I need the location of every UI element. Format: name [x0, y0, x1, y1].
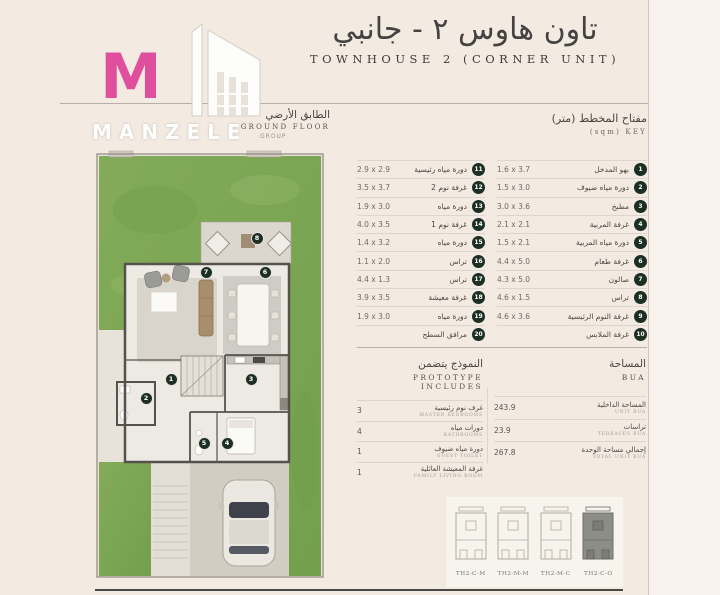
key-row-number: 2: [634, 181, 647, 194]
key-row: [497, 178, 647, 196]
plan-marker: 6: [259, 266, 272, 279]
floor-label-english: GROUND FLOOR: [240, 123, 330, 131]
plan-marker: 4: [221, 437, 234, 450]
key-row: [497, 233, 647, 251]
key-row: [357, 306, 485, 324]
key-row-dimension: 4.3 x 5.0: [497, 274, 531, 284]
key-row: [497, 160, 647, 178]
key-row-dimension: 1.9 x 3.0: [357, 201, 391, 211]
unit-label: TH2-C-O: [583, 571, 613, 577]
prototype-label: [434, 445, 483, 459]
key-row-label: بهو المدخل: [594, 165, 629, 175]
prototype-label-english: MASTER BEDROOMS: [419, 412, 483, 418]
unit-thumbnail-selected[interactable]: [581, 506, 617, 577]
page-title-block: [285, 12, 645, 66]
bua-title-english: BUA: [621, 373, 646, 382]
logo-subtext: GROUP: [260, 133, 287, 140]
key-row-label: دورة مياه ضيوف: [576, 183, 629, 193]
key-row-label: دورة مياه: [437, 311, 467, 321]
section-divider: [357, 347, 647, 348]
right-margin-strip: [648, 0, 720, 595]
car: [219, 480, 279, 566]
stairs: [181, 356, 223, 396]
building-icon: [154, 20, 274, 120]
key-row-label: مطبخ: [611, 201, 629, 211]
key-row-dimension: 3.9 x 3.5: [357, 293, 391, 303]
bua-value: 267.8: [494, 448, 516, 458]
key-row-label: مرافق السطح: [422, 329, 467, 339]
prototype-rows: [357, 400, 483, 482]
key-row-dimension: 1.4 x 3.2: [357, 238, 391, 248]
key-row-number: 6: [634, 255, 647, 268]
logo-letter-m: M: [100, 40, 160, 113]
plan-marker: 7: [200, 266, 213, 279]
prototype-label-arabic: دورات مياه: [450, 424, 483, 433]
dining-set: [228, 284, 279, 346]
plan-marker: 8: [251, 232, 264, 245]
key-row-label: غرفة طعام: [594, 256, 629, 266]
prototype-row: [357, 441, 483, 462]
plan-marker: 2: [140, 392, 153, 405]
prototype-label-arabic: دورة مياه ضيوف: [434, 444, 483, 453]
key-row-dimension: 4.4 x 1.3: [357, 274, 391, 284]
key-row-number: 7: [634, 273, 647, 286]
unit-thumbnail[interactable]: [538, 506, 574, 577]
key-row: [357, 233, 485, 251]
prototype-title-arabic: النموذج يتضمن: [418, 358, 483, 370]
key-row-dimension: 4.4 x 5.0: [497, 256, 531, 266]
key-row-number: 13: [472, 200, 485, 213]
bua-row: [494, 396, 646, 419]
key-row-number: 4: [634, 218, 647, 231]
column-divider: [487, 388, 488, 464]
key-row-number: 14: [472, 218, 485, 231]
key-row-label: غرفة المربية: [589, 220, 629, 230]
floor-plan-drawing: [95, 150, 325, 580]
key-column-1-10: [497, 160, 647, 343]
key-row: [497, 215, 647, 233]
key-header: [357, 112, 647, 136]
bua-value: 23.9: [494, 425, 511, 435]
plan-key: [357, 112, 647, 339]
key-row-number: 3: [634, 200, 647, 213]
unit-label: TH2-M-C: [540, 571, 571, 577]
key-row-label: تراس: [449, 256, 467, 266]
key-row-dimension: 1.6 x 3.7: [497, 165, 531, 175]
key-row-dimension: 1.1 x 2.0: [357, 256, 391, 266]
bua-label-english: TERRACES BUA: [597, 432, 646, 438]
key-row-number: 1: [634, 163, 647, 176]
prototype-label: [414, 465, 483, 479]
unit-label: TH2-C-M: [455, 571, 486, 577]
bua-row: [494, 441, 646, 464]
key-row: [357, 325, 485, 343]
key-row-number: 18: [472, 291, 485, 304]
key-row-dimension: 4.0 x 3.5: [357, 220, 391, 230]
prototype-title-english: PROTOTYPE INCLUDES: [412, 373, 483, 391]
key-row-dimension: 3.5 x 3.7: [357, 183, 391, 193]
key-row: [497, 251, 647, 269]
bua-label-arabic: المساحة الداخلية: [596, 400, 646, 409]
key-row-label: دورة مياه المربية: [576, 238, 629, 248]
key-row-number: 15: [472, 236, 485, 249]
key-row-number: 5: [634, 236, 647, 249]
key-row: [497, 306, 647, 324]
prototype-count: 4: [357, 426, 362, 436]
prototype-label-arabic: غرف نوم رئيسية: [434, 403, 483, 412]
unit-selector-panel: [446, 497, 623, 587]
prototype-label: [419, 404, 483, 418]
bua-header: [494, 358, 646, 382]
prototype-label: [443, 424, 483, 438]
key-title-english: (sqm) KEY: [589, 128, 647, 136]
prototype-row: [357, 462, 483, 483]
key-row-label: دورة مياه: [437, 201, 467, 211]
footer-bar: [95, 589, 623, 591]
prototype-header: [357, 358, 483, 391]
key-row: [357, 178, 485, 196]
key-row: [497, 325, 647, 343]
key-row: [357, 160, 485, 178]
entry-steps: [151, 462, 190, 576]
bua-label-english: TOTAL UNIT BUA: [592, 454, 646, 460]
prototype-label-english: FAMILY LIVING ROOM: [413, 474, 483, 480]
key-row-dimension: 3.0 x 3.6: [497, 201, 531, 211]
key-row-number: 10: [634, 328, 647, 341]
key-row-number: 9: [634, 310, 647, 323]
plan-marker: 1: [165, 373, 178, 386]
bua-value: 243.9: [494, 403, 516, 413]
key-row-label: غرفة الملابس: [586, 329, 629, 339]
key-row-label: غرفة نوم 1: [431, 220, 467, 230]
key-row-number: 12: [472, 181, 485, 194]
key-row: [357, 197, 485, 215]
floor-label-arabic: الطابق الأرضي: [265, 109, 330, 121]
bua-label: [582, 446, 646, 460]
bua-label: [598, 423, 646, 437]
key-row-number: 8: [634, 291, 647, 304]
bua-rows: [494, 396, 646, 464]
title-english: TOWNHOUSE 2 (CORNER UNIT): [309, 52, 621, 66]
prototype-count: 1: [357, 447, 362, 457]
key-row-label: دورة مياه رئيسية: [414, 165, 467, 175]
key-row-dimension: 4.6 x 3.6: [497, 311, 531, 321]
key-row: [497, 288, 647, 306]
unit-label: TH2-M-M: [497, 571, 529, 577]
key-row-label: غرفة معيشة: [428, 293, 467, 303]
key-row-dimension: 2.9 x 2.9: [357, 165, 391, 175]
prototype-label-english: GUEST TOILET: [436, 453, 483, 459]
prototype-row: [357, 400, 483, 421]
key-columns: [357, 160, 647, 343]
key-row: [497, 197, 647, 215]
bua-label-english: UNIT BUA: [614, 409, 646, 415]
key-row-dimension: 4.6 x 1.5: [497, 293, 531, 303]
key-row-number: 17: [472, 273, 485, 286]
unit-thumbnail[interactable]: [453, 506, 489, 577]
key-title-arabic: مفتاح المخطط (متر): [551, 112, 647, 125]
bua-label-arabic: إجمالي مساحة الوحدة: [581, 445, 646, 454]
bua-label-arabic: تراسات: [623, 423, 646, 432]
key-row-label: غرفة نوم 2: [431, 183, 467, 193]
key-row-number: 19: [472, 310, 485, 323]
prototype-row: [357, 421, 483, 442]
key-row-number: 11: [472, 163, 485, 176]
key-row-dimension: 2.1 x 2.1: [497, 220, 531, 230]
key-row: [357, 270, 485, 288]
bua-row: [494, 419, 646, 442]
prototype-label-english: BATHROOMS: [443, 433, 483, 439]
logo-wordmark: MANZELE: [92, 120, 248, 144]
key-row-label: تراس: [611, 293, 629, 303]
plan-marker: 3: [245, 373, 258, 386]
key-column-11-20: [357, 160, 485, 343]
key-row-label: غرفة النوم الرئيسية: [567, 311, 629, 321]
key-row: [357, 288, 485, 306]
title-arabic: تاون هاوس ٢ - جانبي: [332, 12, 598, 47]
key-row: [357, 215, 485, 233]
key-row-dimension: 1.5 x 2.1: [497, 238, 531, 248]
key-row-dimension: 1.9 x 3.0: [357, 311, 391, 321]
prototype-includes: [357, 358, 483, 482]
key-row-label: صالون: [608, 274, 629, 284]
key-row: [357, 251, 485, 269]
key-row-label: تراس: [449, 274, 467, 284]
key-row-number: 20: [472, 328, 485, 341]
bua-title-arabic: المساحة: [609, 358, 646, 370]
floor-label: [190, 109, 330, 131]
front-lawn: [99, 462, 151, 576]
floor-plan: [95, 150, 325, 580]
prototype-count: 3: [357, 406, 362, 416]
unit-thumbnails: [446, 497, 623, 577]
plan-marker: 5: [198, 437, 211, 450]
bua-label: [597, 401, 646, 415]
key-row-dimension: 1.5 x 3.0: [497, 183, 531, 193]
prototype-label-arabic: غرفة المعيشة العائلية: [420, 465, 483, 474]
key-row-label: دورة مياه: [437, 238, 467, 248]
bua-section: [494, 358, 646, 464]
prototype-count: 1: [357, 467, 362, 477]
key-row-number: 16: [472, 255, 485, 268]
key-row: [497, 270, 647, 288]
unit-thumbnail[interactable]: [496, 506, 532, 577]
